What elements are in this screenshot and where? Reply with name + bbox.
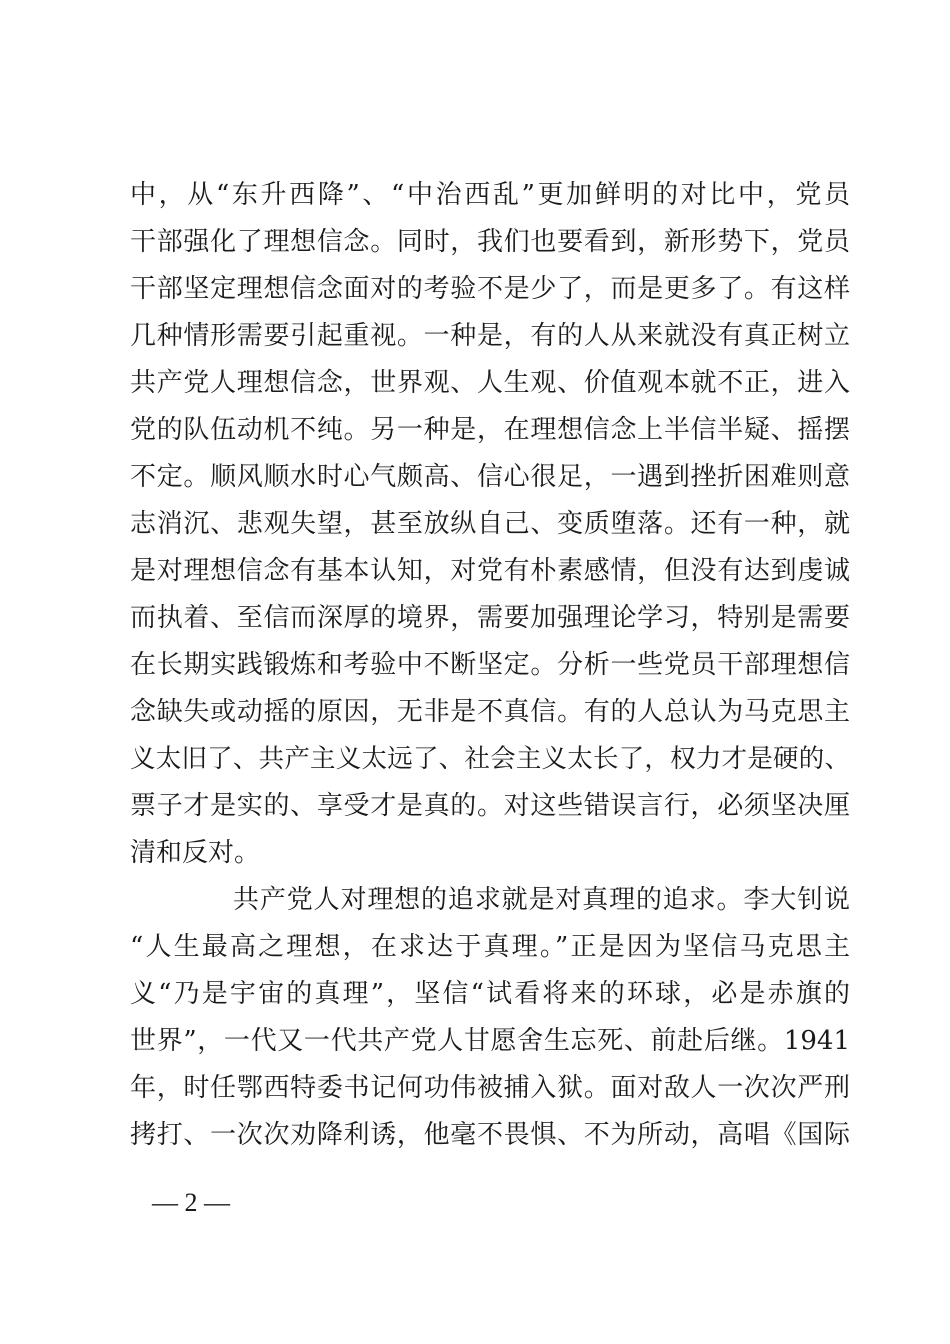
paragraph-1-line-6: 党的队伍动机不纯。另一种是，在理想信念上半信半疑、摇摆 <box>130 415 850 445</box>
paragraph-2-line-2: “人生最高之理想，在求达于真理。”正是因为坚信马克思主 <box>130 932 850 962</box>
paragraph-1-line-5: 共产党人理想信念，世界观、人生观、价值观本就不正，进入 <box>130 368 850 398</box>
paragraph-1-line-3: 干部坚定理想信念面对的考验不是少了，而是更多了。有这样 <box>130 274 850 304</box>
paragraph-2-line-6: 拷打、一次次劝降利诱，他毫不畏惧、不为所动，高唱《国际 <box>130 1120 850 1150</box>
paragraph-1-line-8: 志消沉、悲观失望，甚至放纵自己、变质堕落。还有一种，就 <box>130 509 850 539</box>
paragraph-1-line-9: 是对理想信念有基本认知，对党有朴素感情，但没有达到虔诚 <box>130 556 850 586</box>
paragraph-1-line-4: 几种情形需要引起重视。一种是，有的人从来就没有真正树立 <box>130 321 850 351</box>
page-number: — 2 — <box>152 1188 230 1217</box>
paragraph-1-line-14: 票子才是实的、享受才是真的。对这些错误言行，必须坚决厘 <box>130 791 850 821</box>
paragraph-1-line-2: 干部强化了理想信念。同时，我们也要看到，新形势下，党员 <box>130 227 850 257</box>
paragraph-2-line-4: 世界”，一代又一代共产党人甘愿舍生忘死、前赴后继。1941 <box>130 1026 850 1056</box>
paragraph-1-line-12: 念缺失或动摇的原因，无非是不真信。有的人总认为马克思主 <box>130 697 850 727</box>
paragraph-2-line-1: 共产党人对理想的追求就是对真理的追求。李大钊说 <box>233 885 850 915</box>
paragraph-1-line-13: 义太旧了、共产主义太远了、社会主义太长了，权力才是硬的、 <box>130 744 850 774</box>
paragraph-2-line-5: 年，时任鄂西特委书记何功伟被捕入狱。面对敌人一次次严刑 <box>130 1073 850 1103</box>
paragraph-1-line-15: 清和反对。 <box>130 838 261 868</box>
paragraph-2-line-3: 义“乃是宇宙的真理”，坚信“试看将来的环球，必是赤旗的 <box>130 979 850 1009</box>
paragraph-1-line-1: 中，从“东升西降”、“中治西乱”更加鲜明的对比中，党员 <box>130 180 850 210</box>
paragraph-1-line-10: 而执着、至信而深厚的境界，需要加强理论学习，特别是需要 <box>130 603 850 633</box>
paragraph-1-line-11: 在长期实践锻炼和考验中不断坚定。分析一些党员干部理想信 <box>130 650 850 680</box>
paragraph-1-line-7: 不定。顺风顺水时心气颇高、信心很足，一遇到挫折困难则意 <box>130 462 850 492</box>
